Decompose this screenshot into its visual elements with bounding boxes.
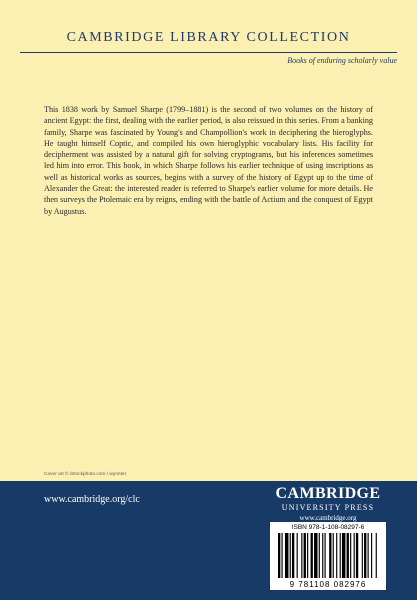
publisher-url: www.cambridge.org <box>299 514 357 522</box>
publisher-name: CAMBRIDGE <box>275 485 381 502</box>
barcode-icon <box>278 533 378 578</box>
publisher-logo <box>268 485 388 523</box>
footer-band <box>0 481 417 600</box>
header-rule <box>20 52 397 53</box>
publisher-press: UNIVERSITY PRESS <box>281 503 375 512</box>
isbn-text: ISBN 978-1-108-08297-6 <box>291 524 365 531</box>
series-url-link[interactable]: www.cambridge.org/clc <box>44 494 140 505</box>
series-title: CAMBRIDGE LIBRARY COLLECTION <box>66 30 351 45</box>
cover-credit: Cover art © iStockphoto.com / wynnter <box>44 472 127 477</box>
book-description: This 1838 work by Samuel Sharpe (1799–1881) is the second of two volumes on the history of ancient Egypt: the first, dealing with the earlier period, is also reissued in this series. From a banking family, Sharpe was fascinated by Young's and Champollion's work in deciphering the hieroglyphs. He taught himself Coptic, and compiled his own hieroglyphic vocabulary lists. His facility for decipherment was assisted by a natural gift for solving cryptograms, but his inferences sometimes led him into error. This book, in which Sharpe follows his earlier technique of using inscriptions as well as historical works as sources, begins with a survey of the history of Egypt up to the time of Alexander the Great: the interested reader is referred to Sharpe's earlier volume for more details. He then surveys the Ptolemaic era by reigns, ending with the battle of Actium and the conquest of Egypt by Augustus. <box>44 105 373 216</box>
barcode-box <box>270 522 386 590</box>
series-subtitle: Books of enduring scholarly value <box>287 56 397 65</box>
barcode-number: 9 781108 082976 <box>289 580 367 589</box>
